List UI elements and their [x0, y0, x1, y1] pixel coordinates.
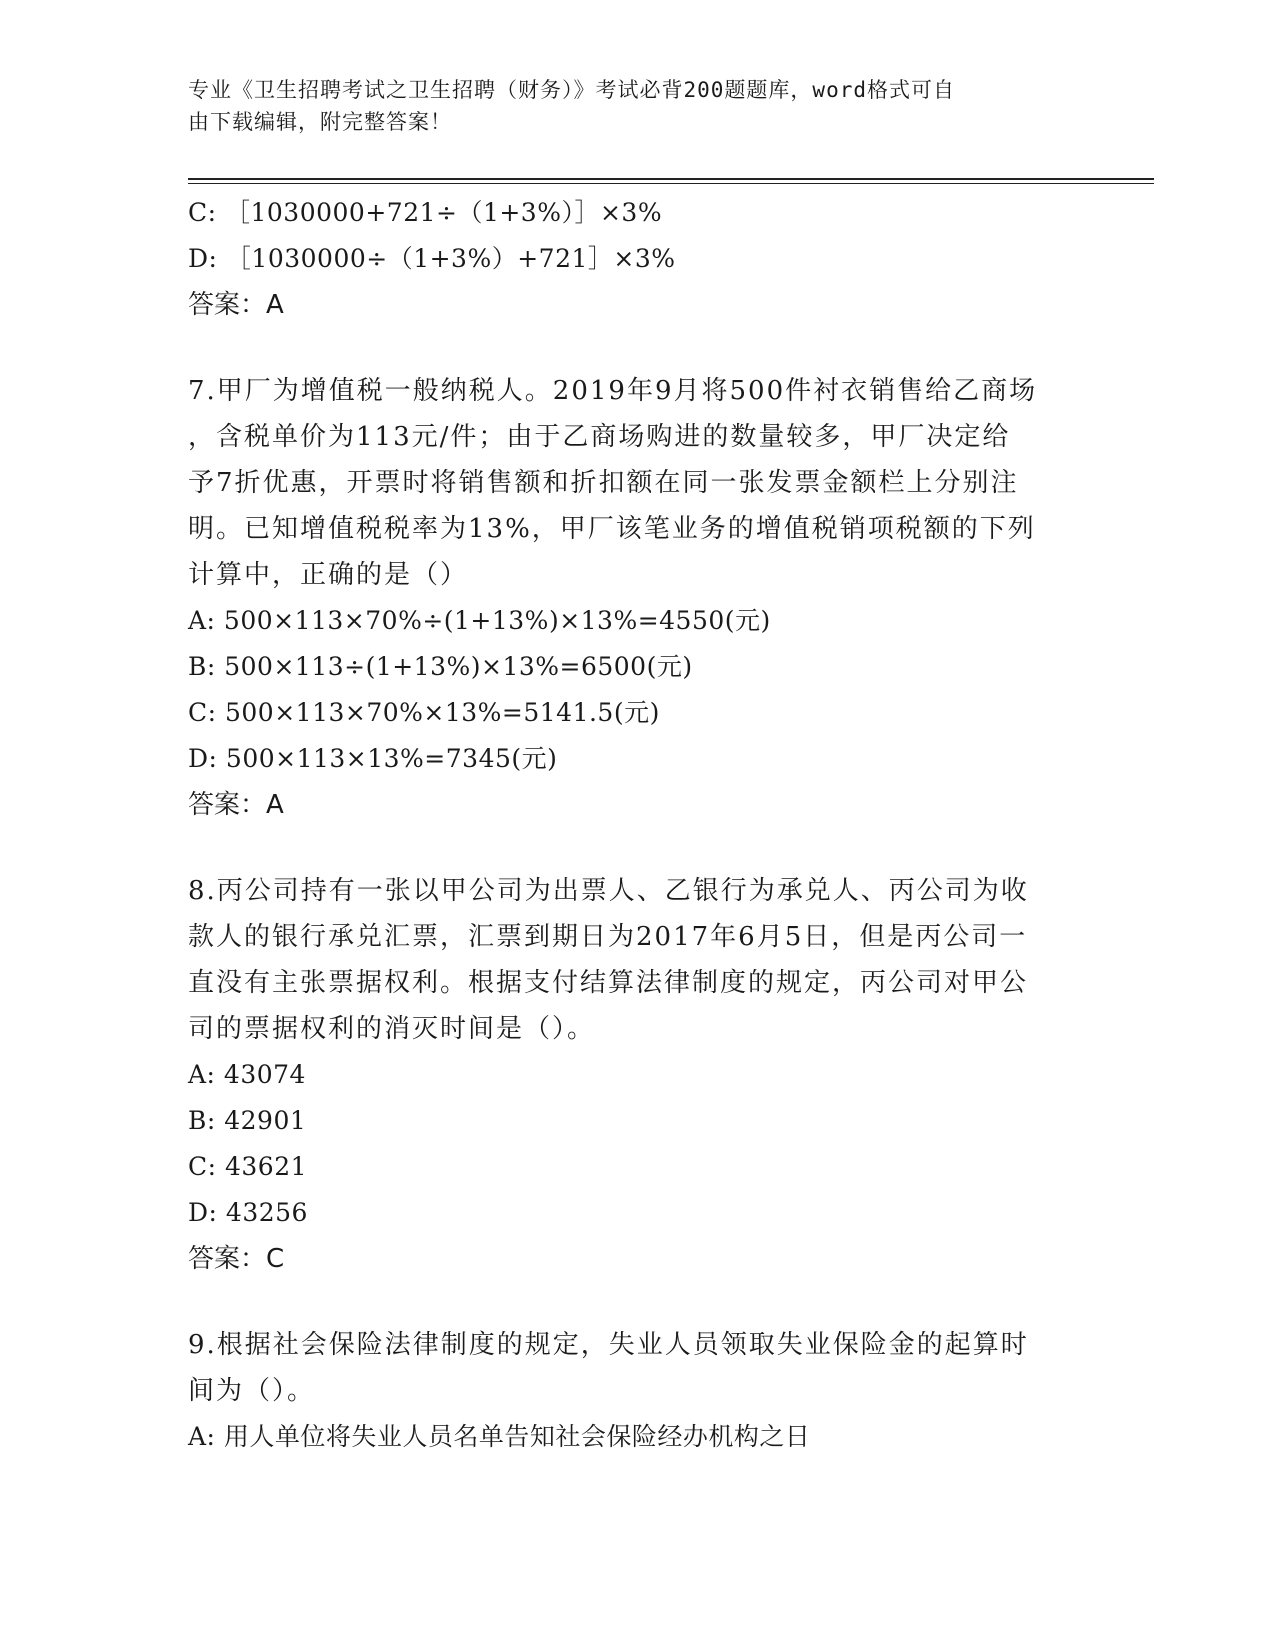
option-c: C: ［1030000+721÷（1+3%）］×3% [188, 198, 663, 227]
question-7-block [188, 368, 1088, 828]
question-line: 予7折优惠，开票时将销售额和折扣额在同一张发票金额栏上分别注 [188, 468, 1019, 498]
answer-line: 答案：A [188, 290, 284, 320]
header-line-1: 专业《卫生招聘考试之卫生招聘（财务）》考试必背200题题库，word格式可自 [188, 78, 955, 102]
option-a: A: 43074 [188, 1060, 306, 1089]
question-9-text [188, 1322, 1088, 1414]
question-line: 间为（）。 [188, 1376, 316, 1406]
answer-line: 答案：A [188, 790, 284, 820]
page-header [188, 74, 1068, 138]
option-d: D: 43256 [188, 1198, 308, 1227]
question-9-block [188, 1322, 1088, 1460]
question-content [188, 190, 1088, 1460]
option-b: B: 500×113÷(1+13%)×13%=6500(元) [188, 652, 693, 681]
question-line: 明。已知增值税税率为13%，甲厂该笔业务的增值税销项税额的下列 [188, 514, 1036, 544]
question-line: 司的票据权利的消灭时间是（）。 [188, 1014, 596, 1044]
option-a: A: 用人单位将失业人员名单告知社会保险经办机构之日 [188, 1422, 811, 1451]
option-c: C: 500×113×70%×13%=5141.5(元) [188, 698, 660, 727]
question-8-block [188, 868, 1088, 1282]
question-line: 7.甲厂为增值税一般纳税人。2019年9月将500件衬衣销售给乙商场 [188, 376, 1038, 406]
header-rule-thin [188, 183, 1154, 184]
question-line: 款人的银行承兑汇票，汇票到期日为2017年6月5日，但是丙公司一 [188, 922, 1028, 952]
answer-line: 答案：C [188, 1244, 285, 1274]
option-d: D: 500×113×13%=7345(元) [188, 744, 558, 773]
option-c: C: 43621 [188, 1152, 308, 1181]
header-rule-thick [188, 178, 1154, 180]
header-line-2: 由下载编辑，附完整答案！ [188, 110, 452, 134]
question-line: 9.根据社会保险法律制度的规定，失业人员领取失业保险金的起算时 [188, 1330, 1029, 1360]
prev-question-block [188, 190, 1088, 328]
question-8-text [188, 868, 1088, 1052]
question-line: ，含税单价为113元/件；由于乙商场购进的数量较多，甲厂决定给 [188, 422, 1011, 452]
option-d: D: ［1030000÷（1+3%）+721］×3% [188, 244, 676, 273]
option-b: B: 42901 [188, 1106, 307, 1135]
question-7-text [188, 368, 1088, 598]
question-line: 计算中，正确的是（） [188, 560, 469, 590]
option-a: A: 500×113×70%÷(1+13%)×13%=4550(元) [188, 606, 771, 635]
question-line: 8.丙公司持有一张以甲公司为出票人、乙银行为承兑人、丙公司为收 [188, 876, 1029, 906]
question-line: 直没有主张票据权利。根据支付结算法律制度的规定，丙公司对甲公 [188, 968, 1029, 998]
